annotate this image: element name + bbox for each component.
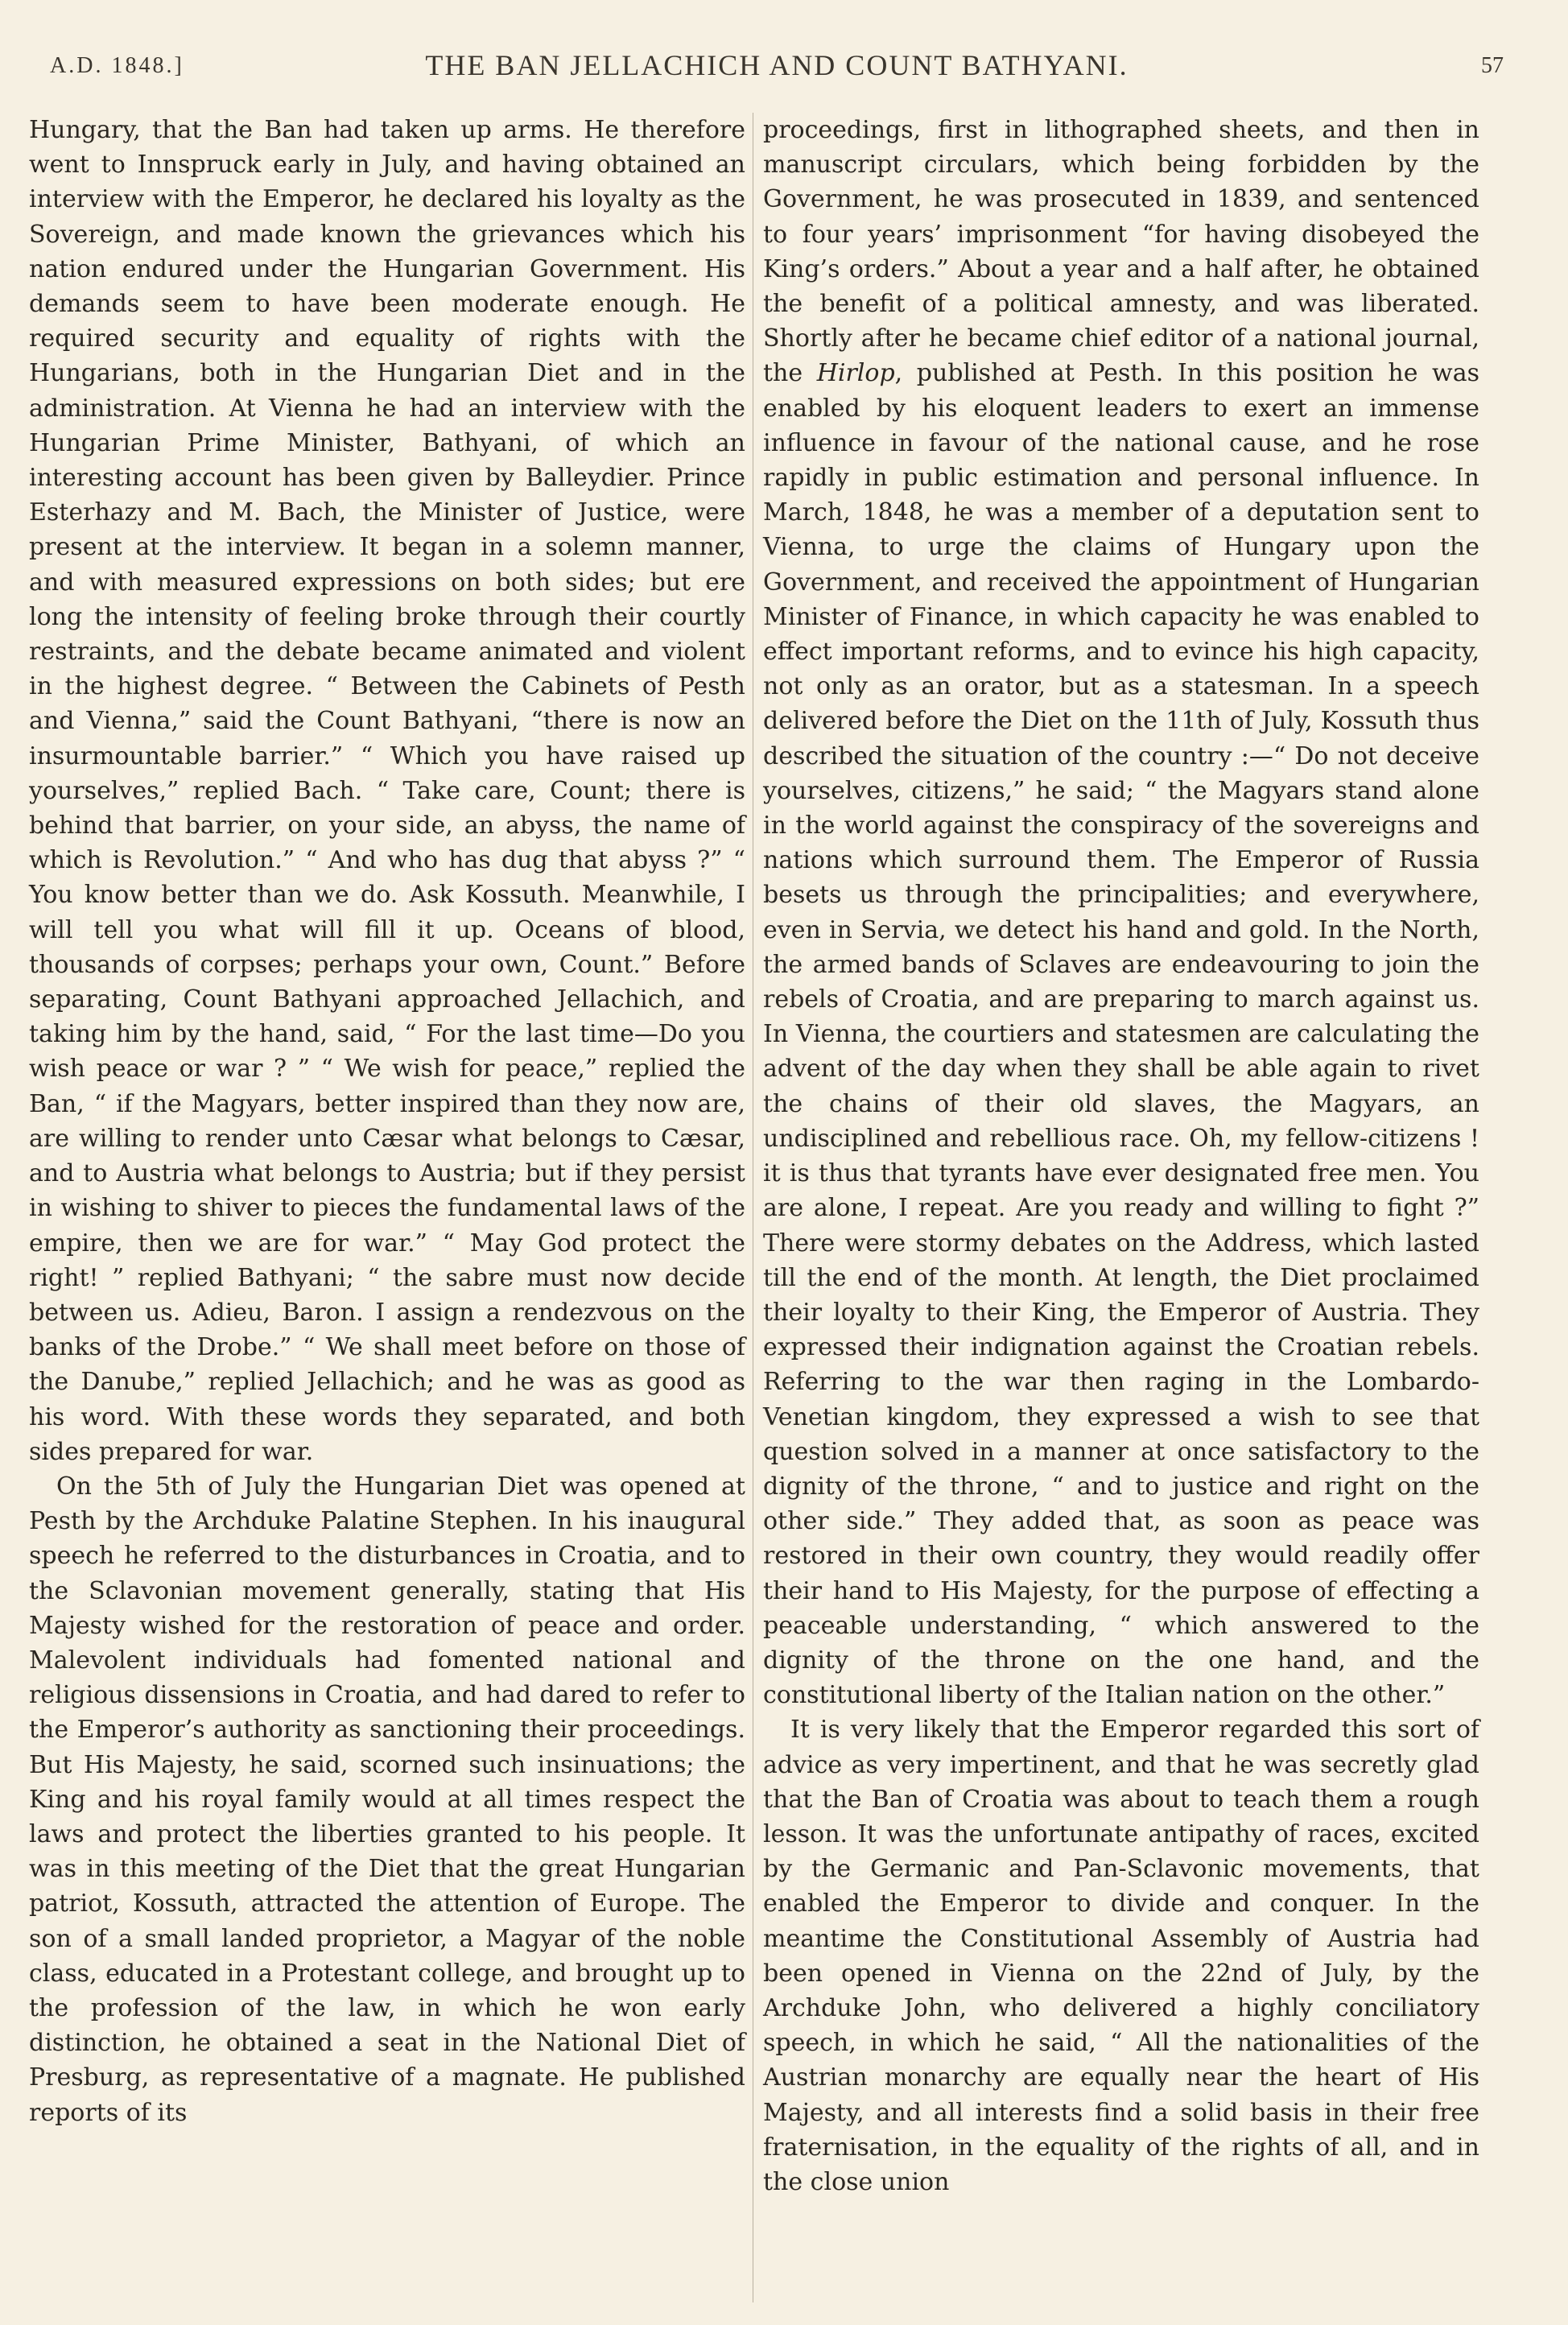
right-column — [763, 113, 1479, 2199]
header-title: THE BAN JELLACHICH AND COUNT BATHYANI. — [425, 49, 1129, 81]
journal-name: Hirlop — [816, 359, 895, 388]
left-column — [29, 113, 745, 2130]
paragraph: It is very likely that the Emperor regarded this sort of advice as very impertinent, and that he was secretly glad that the Ban of Croatia was about to teach them a rough lesson. It was the unfortunate antipathy of races, excited by the Germanic and Pan-Sclavonic movements, that enabled the Emperor to divide and conquer. In the meantime the Constitutional Assembly of Austria had been opened in Vienna on the 22nd of July, by the Archduke John, who delivered a highly conciliatory speech, in which he said, “ All the nationalities of the Austrian monarchy are equally near the heart of His Majesty, and all interests find a solid basis in their free fraternisation, in the equality of the rights of all, and in the close union — [763, 1716, 1479, 2196]
paragraph — [763, 113, 1479, 1712]
paragraph: On the 5th of July the Hungarian Diet was opened at Pesth by the Archduke Palatine Stephen. In his inaugural speech he referred to the disturbances in Croatia, and to the Sclavonian movement generally, stating that His Majesty wished for the restoration of peace and order. Malevolent individuals had fomented national and religious dissensions in Croatia, and had dared to refer to the Emperor’s authority as sanctioning their proceedings. But His Majesty, he said, scorned such insinuations; the King and his royal family would at all times respect the laws and protect the liberties granted to his people. It was in this meeting of the Diet that the great Hungarian patriot, Kossuth, attracted the attention of Europe. The son of a small landed proprietor, a Magyar of the noble class, educated in a Protestant college, and brought up to the profession of the law, in which he won early distinction, he obtained a seat in the National Diet of Presburg, as representative of a magnate. He published reports of its — [29, 1472, 745, 2127]
page-number: 57 — [1481, 53, 1504, 78]
running-header — [50, 48, 1504, 84]
paragraph: Hungary, that the Ban had taken up arms. He therefore went to Innspruck early in July, and having obtained an interview with the Emperor, he declared his loyalty as the Sovereign, and made known the grievances which his nation endured under the Hungarian Government. His demands seem to have been moderate enough. He required security and equality of rights with the Hungarians, both in the Hungarian Diet and in the administration. At Vienna he had an interview with the Hungarian Prime Minister, Bathyani, of which an interesting account has been given by Balleydier. Prince Esterhazy and M. Bach, the Minister of Justice, were present at the interview. It began in a solemn manner, and with measured expressions on both sides; but ere long the intensity of feeling broke through their courtly restraints, and the debate became animated and violent in the highest degree. “ Between the Cabinets of Pesth and Vienna,” said the Count Bathyani, “there is now an insurmountable barrier.” “ Which you have raised up yourselves,” replied Bach. “ Take care, Count; there is behind that barrier, on your side, an abyss, the name of which is Revolution.” “ And who has dug that abyss ?” “ You know better than we do. Ask Kossuth. Meanwhile, I will tell you what will fill it up. Oceans of blood, thousands of corpses; perhaps your own, Count.” Before separating, Count Bathyani approached Jellachich, and taking him by the hand, said, “ For the last time—Do you wish peace or war ? ” “ We wish for peace,” replied the Ban, “ if the Magyars, better inspired than they now are, are willing to render unto Cæsar what belongs to Cæsar, and to Austria what belongs to Austria; but if they persist in wishing to shiver to pieces the fundamental laws of the empire, then we are for war.” “ May God protect the right! ” replied Bathyani; “ the sabre must now decide between us. Adieu, Baron. I assign a rendezvous on the banks of the Drobe.” “ We shall meet before on those of the Danube,” replied Jellachich; and he was as good as his word. With these words they separated, and both sides prepared for war. — [29, 116, 745, 1466]
header-date: A.D. 1848.] — [50, 53, 184, 78]
paragraph-text: , published at Pesth. In this position he was enabled by his eloquent leaders to exert an immense influence in favour of the national cause, and he rose rapidly in public estimation and personal influence. In March, 1848, he was a member of a deputation sent to Vienna, to urge the claims of Hungary upon the Government, and received the appointment of Hungarian Minister of Finance, in which capacity he was enabled to effect important reforms, and to evince his high capacity, not only as an orator, but as a statesman. In a speech delivered before the Diet on the 11th of July, Kossuth thus described the situation of the country :—“ Do not deceive yourselves, citizens,” he said; “ the Magyars stand alone in the world against the conspiracy of the sovereigns and nations which surround them. The Emperor of Russia besets us through the principalities; and everywhere, even in Servia, we detect his hand and gold. In the North, the armed bands of Sclaves are endeavouring to join the rebels of Croatia, and are preparing to march against us. In Vienna, the courtiers and statesmen are calculating the advent of the day when they shall be able again to rivet the chains of their old slaves, the Magyars, an undisciplined and rebellious race. Oh, my fellow-citizens ! it is thus that tyrants have ever designated free men. You are alone, I repeat. Are you ready and willing to fight ?” There were stormy debates on the Address, which lasted till the end of the month. At length, the Diet proclaimed their loyalty to their King, the Emperor of Austria. They expressed their indignation against the Croatian rebels. Referring to the war then raging in the Lombardo-Venetian kingdom, they expressed a wish to see that question solved in a manner at once satisfactory to the dignity of the throne, “ and to justice and right on the other side.” They added that, as soon as peace was restored in their own country, they would readily offer their hand to His Majesty, for the purpose of effecting a peaceable understanding, “ which answered to the dignity of the throne on the one hand, and the constitutional liberty of the Italian nation on the other.” — [763, 359, 1479, 1710]
paragraph-text: proceedings, first in lithographed sheets, and then in manuscript circulars, which being forbidden by the Government, he was prosecuted in 1839, and sentenced to four years’ imprisonment “for having disobeyed the King’s orders.” About a year and a half after, he obtained the benefit of a political amnesty, and was liberated. Shortly after he became chief editor of a national journal, the — [763, 116, 1479, 388]
